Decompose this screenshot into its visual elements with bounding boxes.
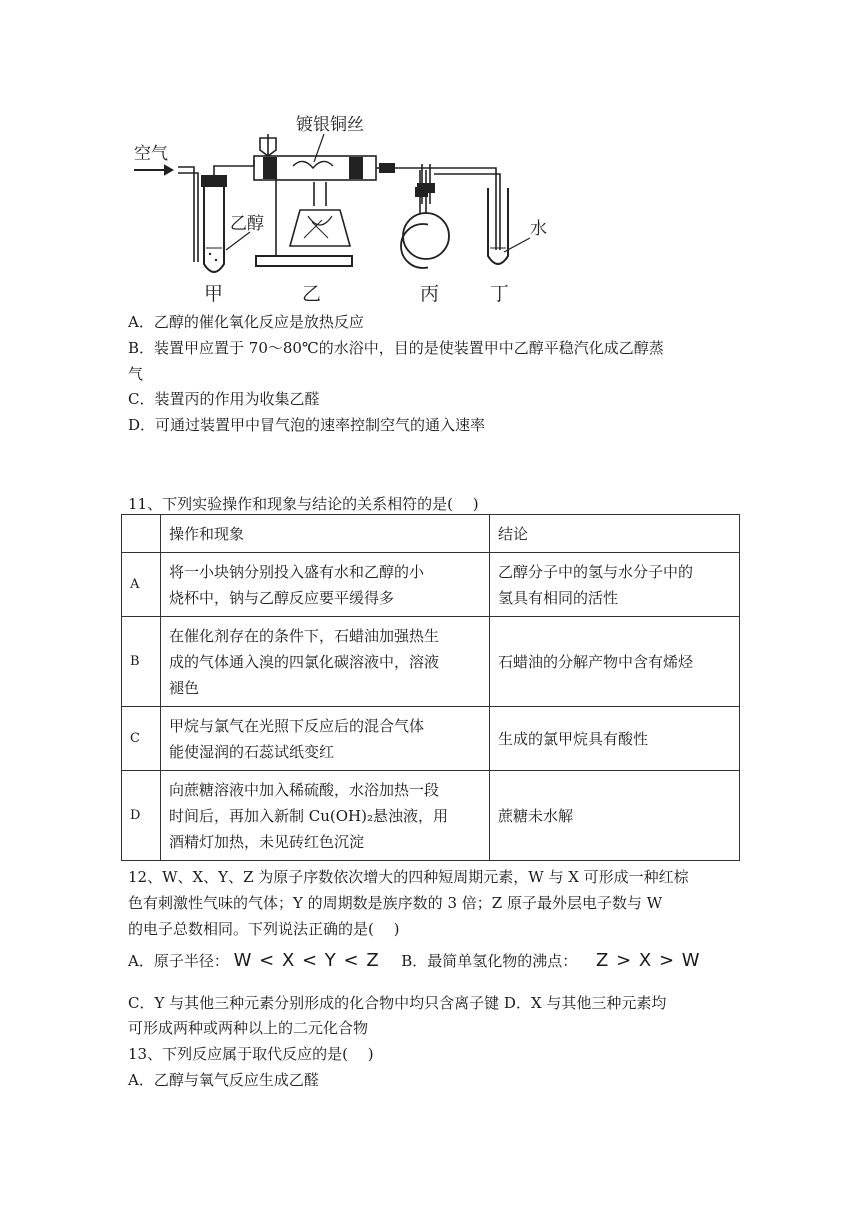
row-conclusion-line: 乙醇分子中的氢与水分子中的 bbox=[498, 562, 694, 581]
row-op bbox=[161, 771, 490, 861]
q12-option-a-prefix: A．原子半径： bbox=[128, 952, 229, 970]
q10-option-a: A．乙醇的催化氧化反应是放热反应 bbox=[128, 313, 364, 331]
row-op-line: 向蔗糖溶液中加入稀硫酸，水浴加热一段 bbox=[169, 780, 440, 799]
label-air: 空气 bbox=[134, 144, 168, 164]
q12-option-b-formula: Z > X > W bbox=[596, 950, 701, 971]
row-key: A bbox=[122, 553, 161, 617]
table-row bbox=[122, 553, 740, 617]
label-bing: 丙 bbox=[420, 283, 440, 305]
label-water: 水 bbox=[530, 219, 547, 239]
row-op-line: 将一小块钠分别投入盛有水和乙醇的小 bbox=[169, 562, 425, 581]
q11-table bbox=[121, 514, 740, 861]
row-op bbox=[161, 707, 490, 771]
apparatus-diagram bbox=[128, 104, 428, 306]
spirit-lamp bbox=[290, 182, 350, 246]
table-header-row bbox=[122, 515, 740, 553]
row-conclusion: 蔗糖未水解 bbox=[490, 771, 740, 861]
row-key: C bbox=[122, 707, 161, 771]
q12-options-cd: C．Y 与其他三种元素分别形成的化合物中均只含离子键 D．X 与其他三种元素均 bbox=[128, 994, 667, 1012]
label-ding: 丁 bbox=[490, 283, 510, 305]
q12-stem-line: 色有刺激性气味的气体；Y 的周期数是族序数的 3 倍；Z 原子最外层电子数与 W bbox=[128, 894, 663, 912]
row-key: B bbox=[122, 617, 161, 707]
q12-stem-line: 的电子总数相同。下列说法正确的是( ) bbox=[128, 920, 400, 938]
table-header-conclusion: 结论 bbox=[490, 515, 740, 553]
row-op bbox=[161, 553, 490, 617]
row-op-line: 成的气体通入溴的四氯化碳溶液中，溶液 bbox=[169, 652, 440, 671]
row-op-line: 褪色 bbox=[169, 678, 200, 697]
q10-option-d: D．可通过装置甲中冒气泡的速率控制空气的通入速率 bbox=[128, 416, 486, 434]
table-row bbox=[122, 617, 740, 707]
label-wire: 镀银铜丝 bbox=[296, 115, 364, 135]
table-row bbox=[122, 707, 740, 771]
row-conclusion bbox=[490, 553, 740, 617]
q12-options-ab bbox=[128, 948, 701, 974]
label-jia: 甲 bbox=[204, 283, 224, 305]
table-header-op: 操作和现象 bbox=[161, 515, 490, 553]
table-row bbox=[122, 771, 740, 861]
row-conclusion: 石蜡油的分解产物中含有烯烃 bbox=[490, 617, 740, 707]
row-op bbox=[161, 617, 490, 707]
q12-options-cd-cont: 可形成两种或两种以上的二元化合物 bbox=[128, 1019, 369, 1037]
label-ethanol: 乙醇 bbox=[230, 214, 264, 234]
row-op-line: 能使湿润的石蕊试纸变红 bbox=[169, 742, 335, 761]
table-header-key bbox=[122, 515, 161, 553]
row-op-line: 甲烷与氯气在光照下反应后的混合气体 bbox=[169, 716, 425, 735]
q13-option-a: A．乙醇与氧气反应生成乙醛 bbox=[128, 1071, 319, 1089]
q11-stem: 11、下列实验操作和现象与结论的关系相符的是( ) bbox=[128, 495, 479, 513]
stand bbox=[256, 256, 352, 266]
apparatus-diagram-right bbox=[400, 160, 560, 310]
q10-option-b: B．装置甲应置于 70～80℃的水浴中，目的是使装置甲中乙醇平稳汽化成乙醇蒸 bbox=[128, 339, 664, 357]
q12-option-b-prefix: B．最简单氢化物的沸点： bbox=[401, 952, 578, 970]
q12-stem-line: 12、W、X、Y、Z 为原子序数依次增大的四种短周期元素，W 与 X 可形成一种红棕 bbox=[128, 868, 689, 886]
row-key: D bbox=[122, 771, 161, 861]
q12-option-a-formula: W < X < Y < Z bbox=[233, 950, 380, 971]
tube-jia bbox=[204, 184, 224, 272]
row-op-line: 酒精灯加热，未见砖红色沉淀 bbox=[169, 832, 365, 851]
q13-stem: 13、下列反应属于取代反应的是( ) bbox=[128, 1045, 374, 1063]
row-op-line: 在催化剂存在的条件下，石蜡油加强热生 bbox=[169, 626, 440, 645]
label-yi: 乙 bbox=[302, 283, 322, 305]
row-op-line: 烧杯中，钠与乙醇反应要平缓得多 bbox=[169, 588, 395, 607]
tube-ding bbox=[488, 188, 508, 264]
q10-option-b-cont: 气 bbox=[128, 365, 144, 383]
row-conclusion: 生成的氯甲烷具有酸性 bbox=[490, 707, 740, 771]
row-op-line: 时间后，再加入新制 Cu(OH)₂悬浊液，用 bbox=[169, 806, 449, 825]
inlet-tube bbox=[178, 167, 198, 262]
q10-option-c: C．装置丙的作用为收集乙醛 bbox=[128, 390, 320, 408]
row-conclusion-line: 氢具有相同的活性 bbox=[498, 588, 619, 607]
